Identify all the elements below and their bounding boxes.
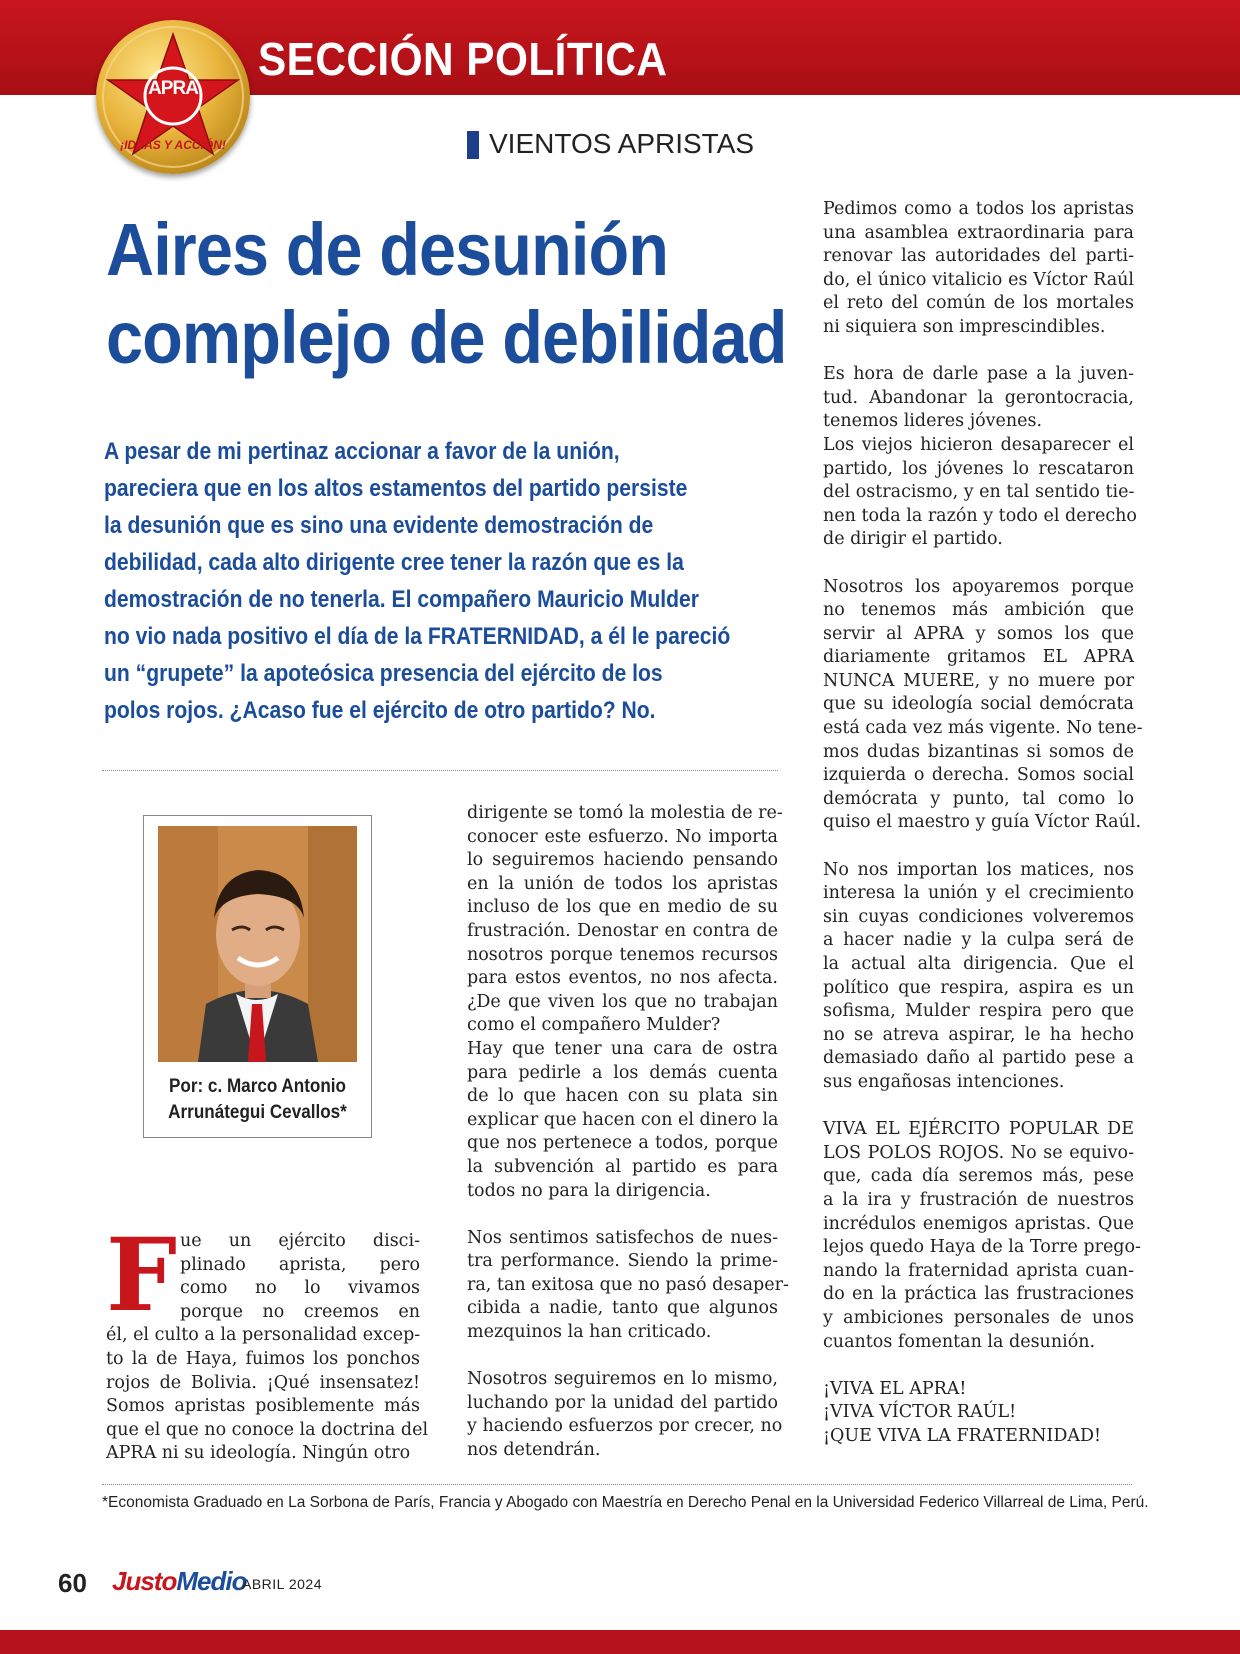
- text-line: Hay que tener una cara de ostra: [467, 1038, 778, 1059]
- text-line: político que respira, aspira es un: [823, 977, 1134, 998]
- text-line: Somos apristas posiblemente más: [106, 1396, 420, 1417]
- paragraph-gap: [823, 835, 1134, 859]
- text-line: en la unión de todos los apristas: [467, 873, 778, 894]
- kicker-bar: [467, 131, 479, 159]
- text-line: explicar que hacen con el dinero la: [467, 1109, 779, 1130]
- text-line: para estos eventos, no nos afecta.: [467, 968, 778, 989]
- text-line: diariamente gritamos EL APRA: [823, 647, 1134, 668]
- lead-line: debilidad, cada alto dirigente cree tener la razón que es la: [104, 549, 684, 576]
- text-line: ¡VIVA VÍCTOR RAÚL!: [823, 1402, 1017, 1423]
- text-line: NUNCA MUERE, y no muere por: [823, 670, 1134, 691]
- paragraph-gap: [823, 1095, 1134, 1119]
- text-line: nando la fraternidad aprista cuan-: [823, 1260, 1134, 1281]
- text-line: sus engañosas intenciones.: [823, 1071, 1065, 1092]
- text-line: la actual alta dirigencia. Que el: [823, 954, 1134, 974]
- text-line: Nosotros seguiremos en lo mismo,: [467, 1369, 778, 1390]
- lead-line: A pesar de mi pertinaz accionar a favor de la unión,: [104, 438, 620, 465]
- text-line: para pedirle a los demás cuenta: [467, 1062, 778, 1083]
- lead-line: un “grupete” la apoteósica presencia del ejército de los: [104, 660, 663, 687]
- article-column-3: [823, 198, 1143, 1448]
- byline-line: Por: c. Marco Antonio: [168, 1076, 347, 1097]
- text-line: de lo que hacen con su plata sin: [467, 1086, 778, 1107]
- magazine-logo-part: Medio: [176, 1566, 247, 1596]
- author-byline: [144, 1074, 371, 1126]
- text-line: ¡QUE VIVA LA FRATERNIDAD!: [823, 1425, 1102, 1446]
- text-line: el reto del común de los mortales: [823, 293, 1134, 314]
- headline: [106, 206, 787, 382]
- text-line: partido, los jóvenes lo rescataron: [823, 458, 1134, 479]
- text-line: Es hora de darle pase a la juven-: [823, 364, 1134, 385]
- text-line: LOS POLOS ROJOS. No se equivo-: [823, 1142, 1134, 1163]
- text-line: está cada vez más vigente. No tene-: [823, 718, 1143, 739]
- text-line: servir al APRA y somos los que: [823, 623, 1134, 644]
- text-line: no se atreva aspirar, le ha hecho: [823, 1024, 1134, 1045]
- text-line: sin cuyas condiciones volveremos: [823, 906, 1134, 927]
- lead-paragraph: [104, 433, 794, 729]
- text-line: mos dudas bizantinas si somos de: [823, 741, 1134, 762]
- text-line: que nos pertenece a todos, porque: [467, 1133, 778, 1154]
- byline-line: Arrunátegui Cevallos*: [168, 1102, 347, 1123]
- text-line: do en la práctica las frustraciones: [823, 1284, 1134, 1305]
- text-line: como no lo vivamos: [180, 1278, 420, 1299]
- text-line: nen toda la razón y todo el derecho: [823, 505, 1137, 526]
- article-column-2: [467, 802, 789, 1463]
- text-line: luchando por la unidad del partido: [467, 1392, 778, 1413]
- magazine-logo: [112, 1566, 246, 1597]
- text-line: mezquinos la han criticado.: [467, 1322, 712, 1343]
- lead-line: demostración de no tenerla. El compañero Mauricio Mulder: [104, 586, 700, 613]
- text-line: incluso de los que en medio de su: [467, 897, 778, 918]
- text-line: Nos sentimos satisfechos de nues-: [467, 1227, 778, 1248]
- text-line: demasiado daño al partido pese a: [823, 1048, 1134, 1069]
- text-line: plinado aprista, pero: [180, 1254, 420, 1275]
- text-line: dirigente se tomó la molestia de re-: [467, 803, 783, 823]
- text-line: ue un ejército disci-: [180, 1231, 420, 1251]
- headline-line: Aires de desunión: [106, 208, 669, 291]
- text-line: interesa la unión y el crecimiento: [823, 883, 1134, 904]
- footnote: *Economista Graduado en La Sorbona de París, Francia y Abogado con Maestría en Derecho Penal en la Universidad Federico Villarreal de Lima, Perú.: [102, 1494, 1149, 1511]
- lead-line: polos rojos. ¿Acaso fue el ejército de otro partido? No.: [104, 697, 656, 724]
- lead-line: pareciera que en los altos estamentos del partido persiste: [104, 475, 688, 502]
- text-line: tra performance. Siendo la prime-: [467, 1251, 778, 1272]
- text-line: Los viejos hicieron desaparecer el: [823, 434, 1134, 455]
- text-line: frustración. Denostar en contra de: [467, 920, 778, 941]
- article-column-1: [106, 1216, 429, 1466]
- text-line: y haciendo esfuerzos por crecer, no: [467, 1416, 783, 1437]
- footnote-divider: [102, 1484, 1132, 1485]
- text-line: cibida a nadie, tanto que algunos: [467, 1298, 778, 1319]
- text-line: ra, tan exitosa que no pasó desaper-: [467, 1274, 789, 1295]
- text-line: Pedimos como a todos los apristas: [823, 199, 1134, 219]
- apra-badge: [96, 20, 250, 174]
- text-line: que, cada día seremos más, pese: [823, 1166, 1134, 1187]
- badge-motto: ¡IDEAS Y ACCIÓN!: [120, 138, 226, 152]
- page-number: 60: [58, 1568, 87, 1598]
- text-line: que el que no conoce la doctrina del: [106, 1419, 429, 1440]
- text-line: rojos de Bolivia. ¡Qué insensatez!: [106, 1372, 420, 1393]
- kicker: VIENTOS APRISTAS: [489, 128, 755, 159]
- text-line: ¿De que viven los que no trabajan: [467, 991, 778, 1012]
- text-line: una asamblea extraordinaria para: [823, 222, 1134, 243]
- text-line: lo seguiremos haciendo pensando: [467, 850, 778, 871]
- divider: [102, 770, 778, 771]
- text-line: Nosotros los apoyaremos porque: [823, 576, 1134, 597]
- text-line: porque no creemos en: [180, 1301, 420, 1322]
- badge-apra-text: APRA: [148, 78, 198, 99]
- text-line: nosotros porque tenemos recursos: [467, 944, 778, 965]
- text-line: do, el único vitalicio es Víctor Raúl: [823, 269, 1134, 290]
- text-line: cuantos fomentan la desunión.: [823, 1331, 1096, 1352]
- text-line: tenemos lideres jóvenes.: [823, 411, 1043, 432]
- text-line: renovar las autoridades del parti-: [823, 246, 1134, 267]
- text-line: quiso el maestro y guía Víctor Raúl.: [823, 812, 1142, 833]
- section-title: SECCIÓN POLÍTICA: [258, 33, 668, 85]
- text-line: izquierda o derecha. Somos social: [823, 765, 1134, 786]
- headline-line: complejo de debilidad: [106, 296, 787, 379]
- text-line: incrédulos enemigos apristas. Que: [823, 1213, 1134, 1234]
- text-line: lejos quedo Haya de la Torre prego-: [823, 1237, 1141, 1258]
- text-line: No nos importan los matices, nos: [823, 859, 1134, 880]
- text-line: a hacer nadie y la culpa será de: [823, 930, 1134, 951]
- text-line: a la ira y frustración de nuestros: [823, 1189, 1134, 1210]
- author-photo: [158, 826, 357, 1062]
- lead-line: la desunión que es sino una evidente demostración de: [104, 512, 654, 539]
- text-line: del ostracismo, y en tal sentido tie-: [823, 482, 1135, 503]
- text-line: y ambiciones personales de unos: [823, 1307, 1134, 1328]
- text-line: ¡VIVA EL APRA!: [823, 1378, 967, 1399]
- text-line: él, el culto a la personalidad excep-: [106, 1325, 421, 1346]
- text-line: de dirigir el partido.: [823, 529, 1003, 550]
- text-line: la subvención al partido es para: [467, 1156, 778, 1177]
- text-line: como el compañero Mulder?: [467, 1015, 721, 1036]
- footer-bar: [0, 1630, 1240, 1654]
- text-line: nos detendrán.: [467, 1440, 601, 1461]
- magazine-logo-part: Justo: [112, 1566, 177, 1596]
- paragraph-gap: [823, 552, 1134, 576]
- lead-line: no vio nada positivo el día de la FRATERNIDAD, a él le pareció: [104, 623, 731, 650]
- text-line: no tenemos más ambición que: [823, 600, 1134, 621]
- text-line: ni siquiera son imprescindibles.: [823, 316, 1106, 337]
- text-line: APRA ni su ideología. Ningún otro: [106, 1443, 411, 1464]
- text-line: todos no para la dirigencia.: [467, 1180, 711, 1201]
- paragraph-gap: [823, 1354, 1134, 1378]
- paragraph-gap: [467, 1345, 778, 1369]
- text-line: tud. Abandonar la gerontocracia,: [823, 387, 1134, 408]
- text-line: sofisma, Mulder respira pero que: [823, 1001, 1134, 1022]
- paragraph-gap: [823, 340, 1134, 364]
- issue-date: ABRIL 2024: [242, 1576, 322, 1592]
- text-line: to la de Haya, fuimos los ponchos: [106, 1348, 420, 1369]
- paragraph-gap: [467, 1203, 778, 1227]
- drop-cap: F: [106, 1216, 177, 1334]
- text-line: que su ideología social demócrata: [823, 694, 1134, 715]
- text-line: demócrata y punto, tal como lo: [823, 788, 1134, 809]
- author-box: [143, 815, 372, 1138]
- text-line: conocer este esfuerzo. No importa: [467, 826, 778, 847]
- text-line: VIVA EL EJÉRCITO POPULAR DE: [823, 1119, 1134, 1140]
